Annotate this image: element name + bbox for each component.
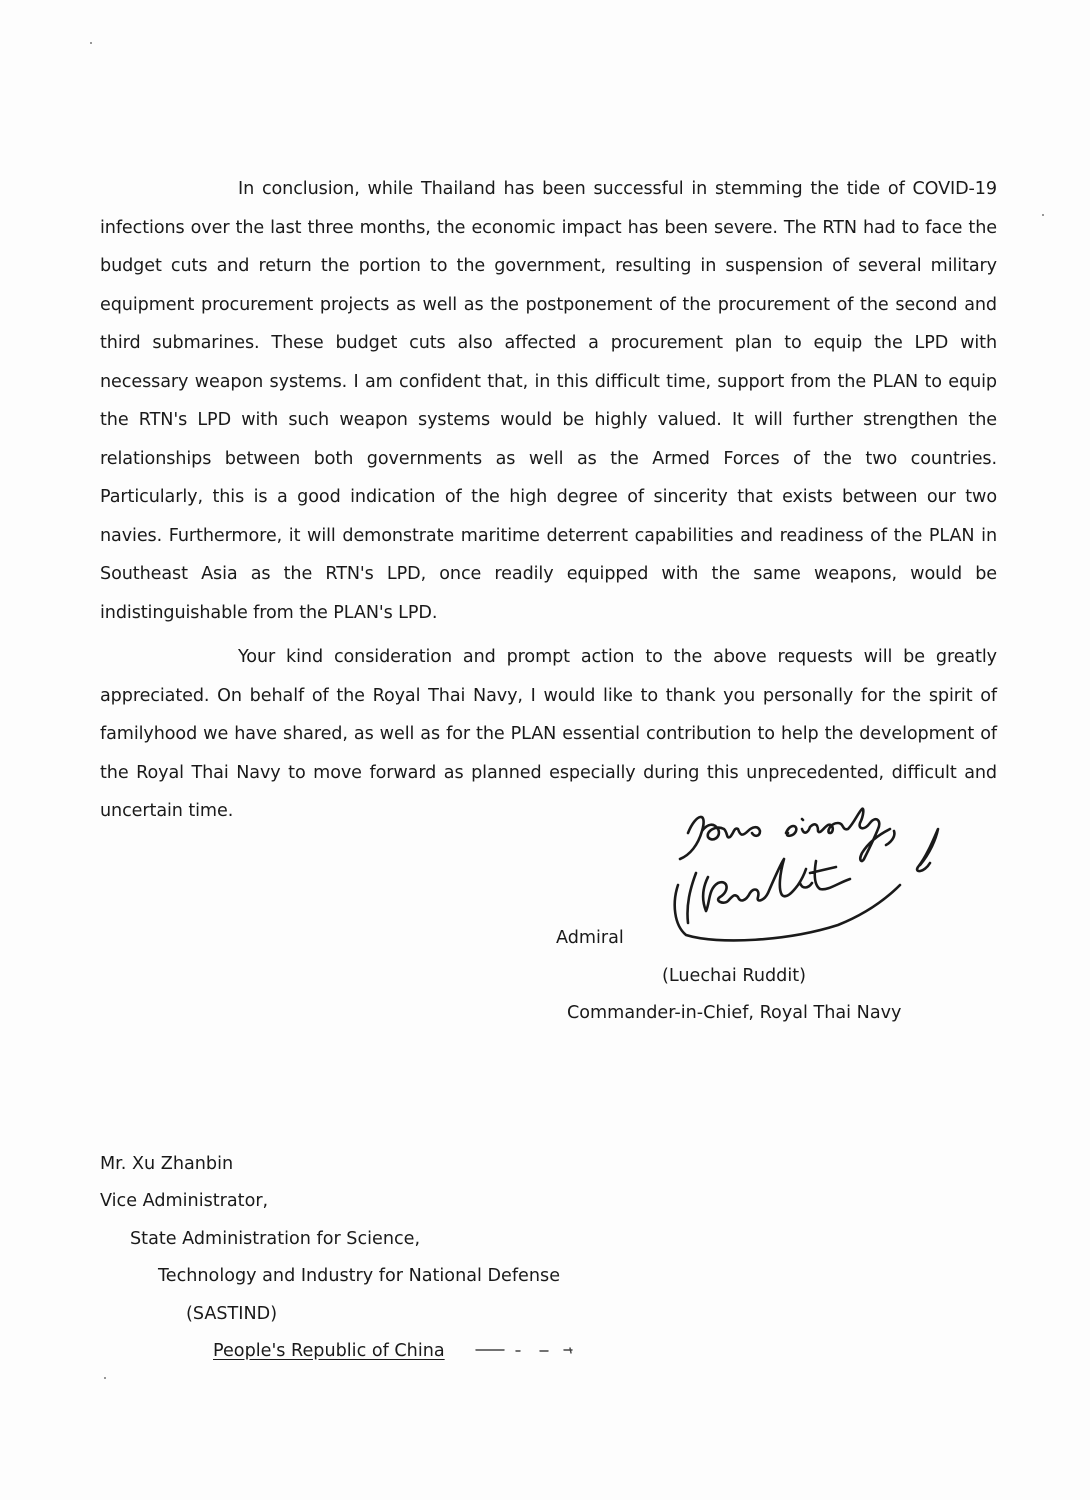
addressee-org-line-1: State Administration for Science, [130,1229,421,1249]
handwritten-signature [668,793,988,943]
addressee-org-abbreviation: (SASTIND) [186,1304,278,1324]
scan-speck [104,1377,106,1379]
addressee-name: Mr. Xu Zhanbin [100,1154,234,1174]
scan-artifact-dashes [474,1340,584,1360]
addressee-org-line-2: Technology and Industry for National Defense [158,1266,561,1286]
body-paragraph-conclusion: In conclusion, while Thailand has been successful in stemming the tide of COVID-19 infections over the last three months, the economic impact has been severe. The RTN had to face the budget cuts and return the portion to the government, resulting in suspension of several military equipment procurement projects as well as the postponement of the procurement of the second and third submarines. These budget cuts also affected a procurement plan to equip the LPD with necessary weapon systems. I am confident that, in this difficult time, support from the PLAN to equip the RTN's LPD with such weapon systems would be highly valued. It will further strengthen the relationships between both governments as well as the Armed Forces of the two countries. Particularly, this is a good indication of the high degree of sincerity that exists between our two navies. Furthermore, it will demonstrate maritime deterrent capabilities and readiness of the PLAN in Southeast Asia as the RTN's LPD, once readily equipped with the same weapons, would be indistinguishable from the PLAN's LPD. [100,179,997,623]
addressee-country: People's Republic of China [213,1341,445,1361]
addressee-position: Vice Administrator, [100,1191,269,1211]
scan-speck [90,42,92,44]
body-paragraph-appreciation: Your kind consideration and prompt action to the above requests will be greatly appreciated. On behalf of the Royal Thai Navy, I would like to thank you personally for the spirit of familyhood we have shared, as well as for the PLAN essential contribution to help the development of the Royal Thai Navy to move forward as planned especially during this unprecedented, difficult and uncertain time. [100,647,997,821]
scan-speck [1042,214,1044,216]
signer-name: (Luechai Ruddit) [662,966,806,986]
signer-rank: Admiral [556,928,624,948]
signer-title: Commander-in-Chief, Royal Thai Navy [567,1003,902,1023]
